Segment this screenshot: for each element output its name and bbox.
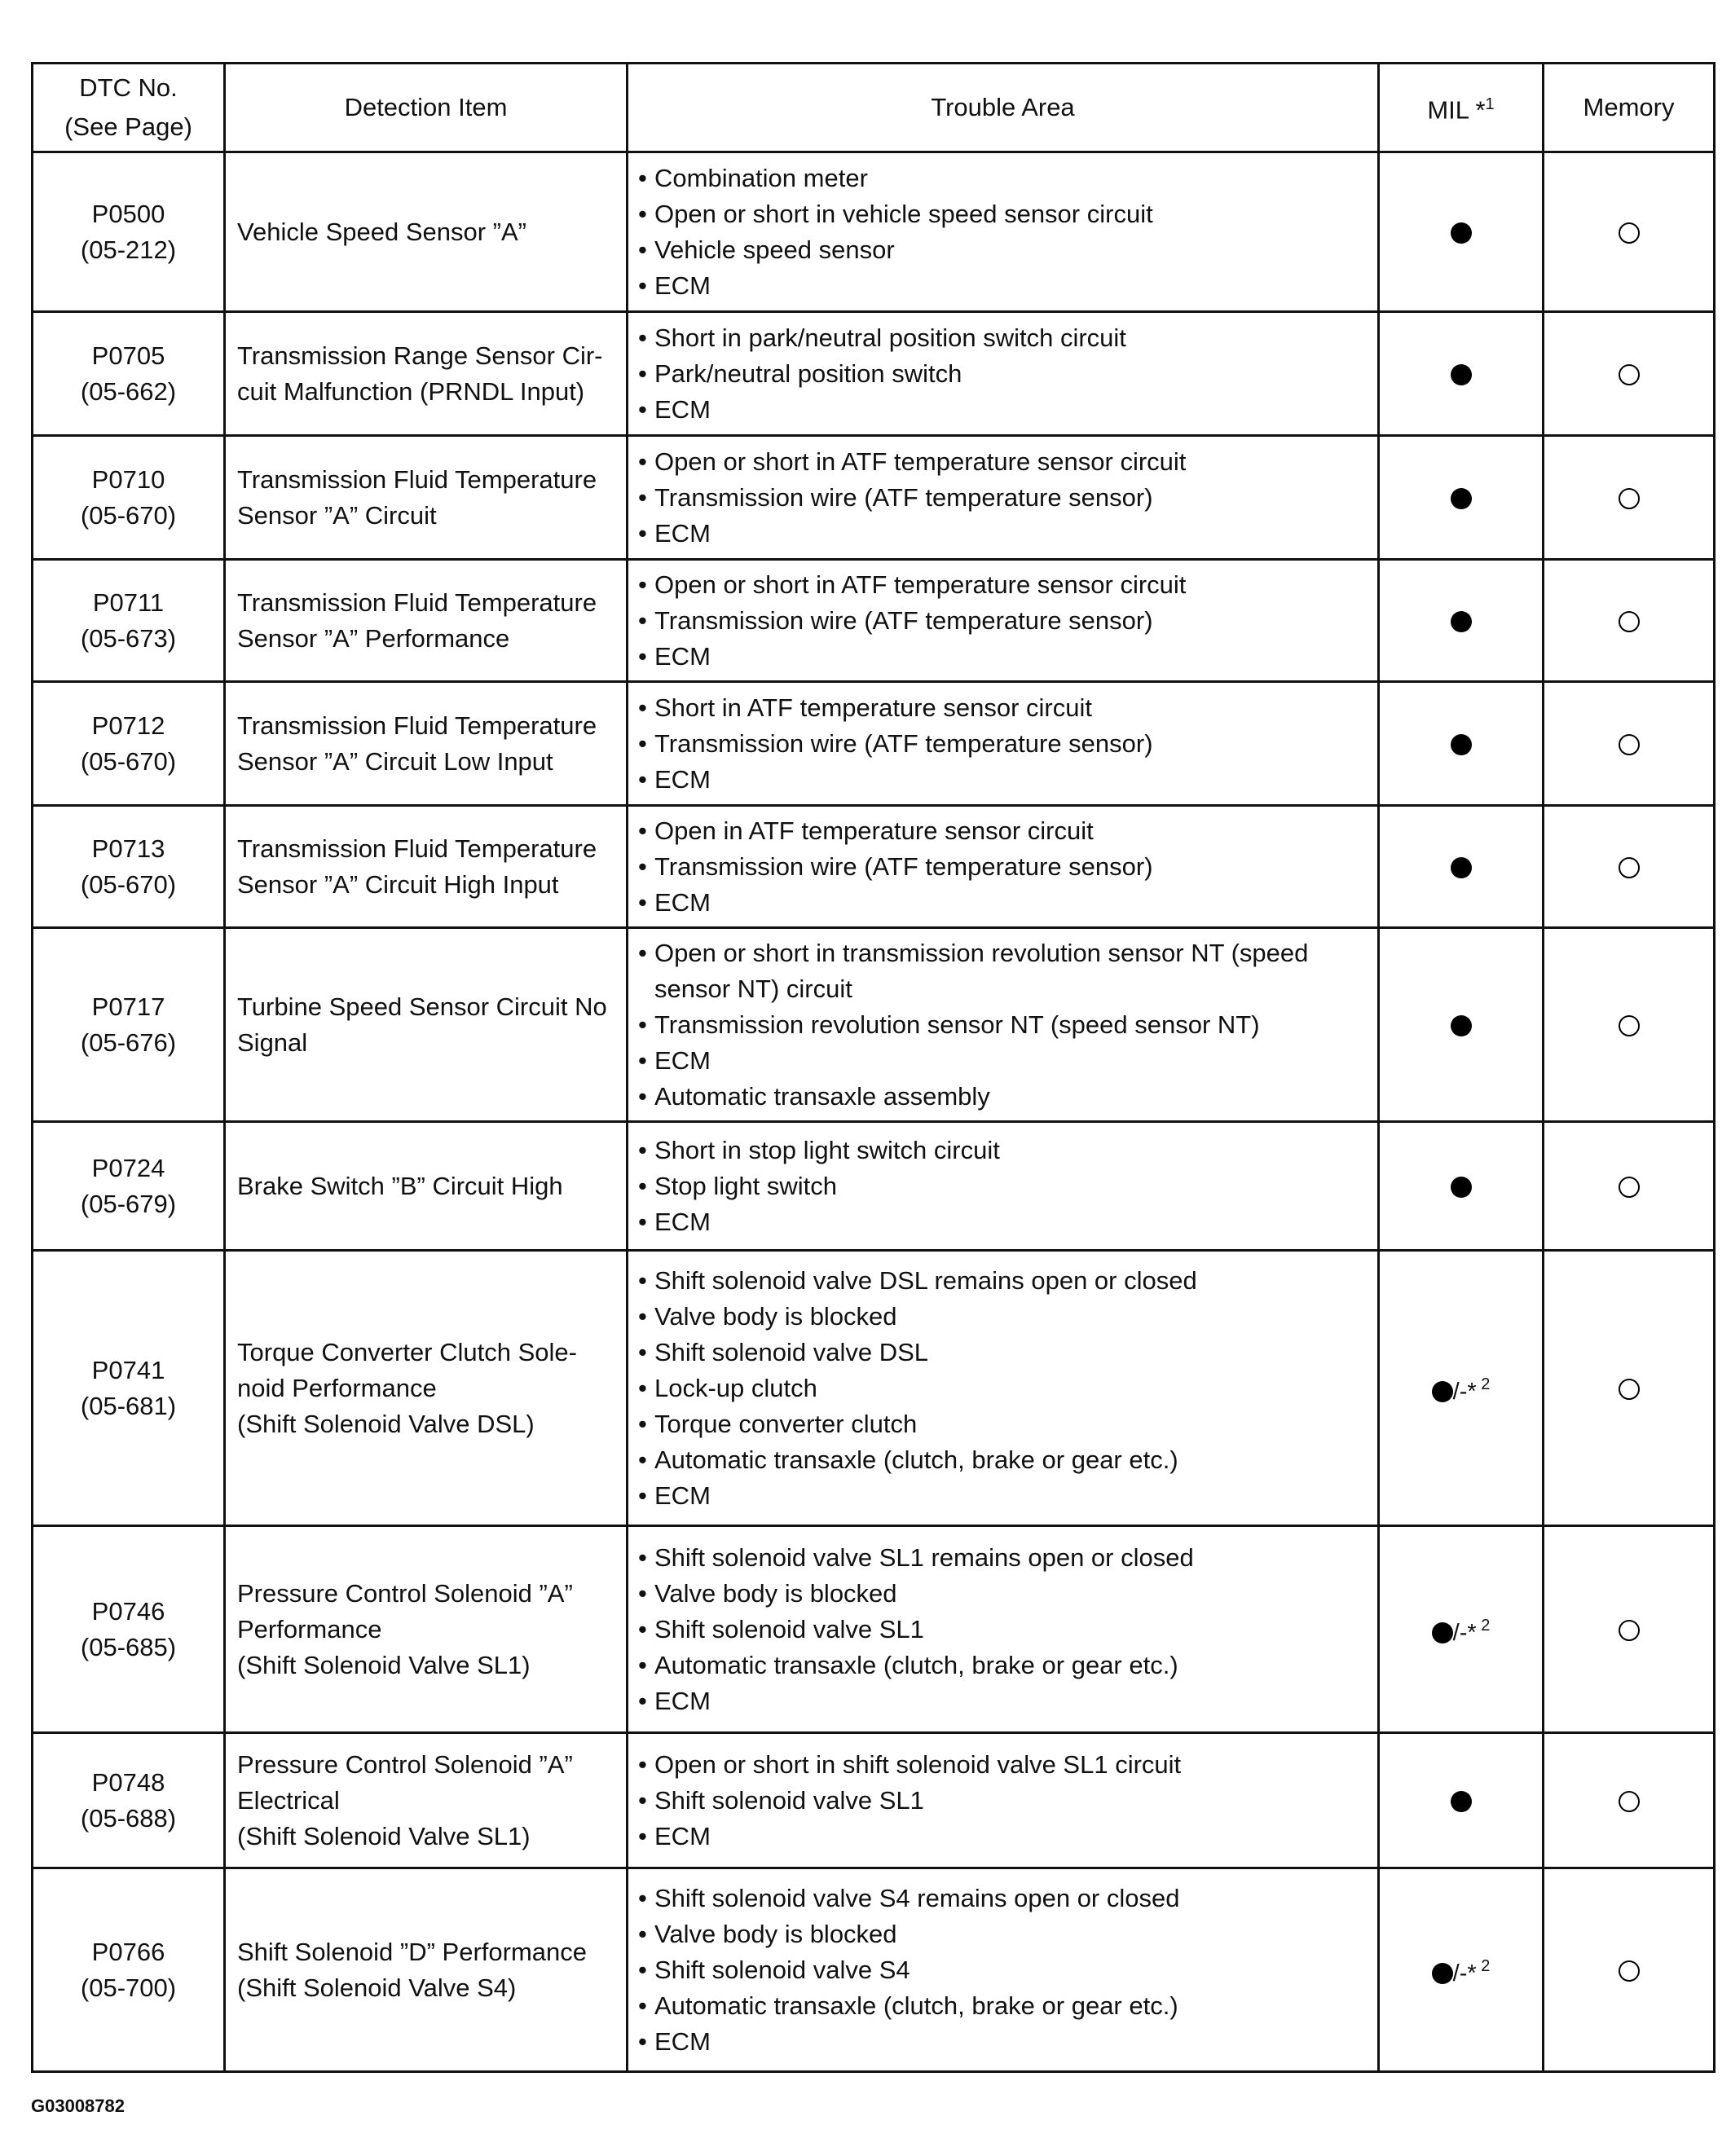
dtc-cell bbox=[33, 682, 225, 806]
dtc-code: P0705 bbox=[91, 341, 165, 370]
mil-cell bbox=[1379, 312, 1544, 436]
trouble-area-list bbox=[638, 690, 1368, 798]
dtc-page-ref: (05-670) bbox=[80, 869, 177, 899]
trouble-area-cell bbox=[628, 1251, 1379, 1526]
mil-on-dot-icon bbox=[1451, 222, 1472, 244]
detection-item-cell bbox=[225, 560, 628, 682]
memory-cell bbox=[1544, 1251, 1715, 1526]
detection-item-line: Sensor ”A” Performance bbox=[237, 623, 510, 653]
trouble-area-item: • ECM bbox=[638, 2024, 1368, 2060]
trouble-area-item: • Short in park/neutral position switch circuit bbox=[638, 320, 1368, 356]
mil-on-dot-icon bbox=[1451, 611, 1472, 632]
trouble-area-cell bbox=[628, 152, 1379, 312]
detection-item-cell bbox=[225, 1733, 628, 1868]
trouble-area-cell bbox=[628, 806, 1379, 928]
dtc-page-ref: (05-676) bbox=[80, 1027, 177, 1057]
header-memory: Memory bbox=[1544, 64, 1715, 152]
mil-cell bbox=[1379, 436, 1544, 560]
dtc-page-ref: (05-670) bbox=[80, 500, 177, 530]
dtc-cell bbox=[33, 1733, 225, 1868]
trouble-area-item: • ECM bbox=[638, 516, 1368, 552]
table-row bbox=[33, 1251, 1715, 1526]
mil-footnote: 2 bbox=[1476, 1956, 1491, 1975]
mil-on-dot-icon bbox=[1432, 1622, 1453, 1643]
detection-item-line: noid Performance bbox=[237, 1373, 437, 1402]
mil-suffix: /-* bbox=[1452, 1620, 1477, 1647]
trouble-area-item: • Transmission revolution sensor NT (speed sensor NT) bbox=[638, 1007, 1368, 1043]
trouble-area-item: • Transmission wire (ATF temperature sensor) bbox=[638, 480, 1368, 516]
trouble-area-item: • Automatic transaxle (clutch, brake or gear etc.) bbox=[638, 1988, 1368, 2024]
trouble-area-item: • ECM bbox=[638, 268, 1368, 304]
trouble-area-item: • Open or short in transmission revolution sensor NT (speed sensor NT) circuit bbox=[638, 935, 1368, 1007]
trouble-area-item: • ECM bbox=[638, 1204, 1368, 1240]
dtc-code: P0748 bbox=[91, 1767, 165, 1797]
memory-open-circle-icon bbox=[1619, 1620, 1640, 1641]
dtc-code: P0717 bbox=[91, 992, 165, 1021]
detection-item-cell bbox=[225, 152, 628, 312]
mil-on-dot-icon bbox=[1432, 1963, 1453, 1984]
detection-item-line: Transmission Fluid Temperature bbox=[237, 711, 597, 740]
detection-item-line: (Shift Solenoid Valve SL1) bbox=[237, 1821, 531, 1850]
trouble-area-item: • ECM bbox=[638, 639, 1368, 675]
trouble-area-item: • Valve body is blocked bbox=[638, 1299, 1368, 1335]
detection-item-cell bbox=[225, 928, 628, 1122]
memory-open-circle-icon bbox=[1619, 1379, 1640, 1400]
mil-footnote: 2 bbox=[1476, 1375, 1491, 1393]
trouble-area-item: • Shift solenoid valve S4 remains open or closed bbox=[638, 1881, 1368, 1916]
trouble-area-list bbox=[638, 161, 1368, 304]
trouble-area-item: • Shift solenoid valve SL1 bbox=[638, 1783, 1368, 1819]
trouble-area-item: • ECM bbox=[638, 1043, 1368, 1079]
memory-cell bbox=[1544, 1526, 1715, 1733]
memory-open-circle-icon bbox=[1619, 488, 1640, 509]
memory-cell bbox=[1544, 1122, 1715, 1251]
dtc-code: P0713 bbox=[91, 834, 165, 863]
dtc-cell bbox=[33, 436, 225, 560]
memory-cell bbox=[1544, 312, 1715, 436]
mil-on-dot-icon bbox=[1451, 734, 1472, 755]
memory-cell bbox=[1544, 682, 1715, 806]
mil-cell bbox=[1379, 560, 1544, 682]
detection-item-cell bbox=[225, 682, 628, 806]
trouble-area-item: • Open or short in vehicle speed sensor circuit bbox=[638, 196, 1368, 232]
detection-item-line: Transmission Fluid Temperature bbox=[237, 834, 597, 863]
detection-item-cell bbox=[225, 1868, 628, 2072]
trouble-area-item: • Automatic transaxle (clutch, brake or gear etc.) bbox=[638, 1648, 1368, 1683]
memory-open-circle-icon bbox=[1619, 611, 1640, 632]
memory-open-circle-icon bbox=[1619, 1177, 1640, 1198]
trouble-area-item: • Open or short in ATF temperature sensor circuit bbox=[638, 567, 1368, 603]
dtc-page-ref: (05-662) bbox=[80, 376, 177, 406]
detection-item-line: Signal bbox=[237, 1027, 308, 1057]
dtc-code: P0500 bbox=[91, 199, 165, 228]
trouble-area-list bbox=[638, 935, 1368, 1115]
detection-item-cell bbox=[225, 1526, 628, 1733]
trouble-area-item: • ECM bbox=[638, 392, 1368, 428]
dtc-page-ref: (05-688) bbox=[80, 1803, 177, 1833]
mil-cell bbox=[1379, 928, 1544, 1122]
trouble-area-list bbox=[638, 1747, 1368, 1855]
trouble-area-cell bbox=[628, 560, 1379, 682]
trouble-area-item: • ECM bbox=[638, 885, 1368, 921]
mil-cell bbox=[1379, 1733, 1544, 1868]
dtc-cell bbox=[33, 928, 225, 1122]
dtc-cell bbox=[33, 1526, 225, 1733]
dtc-cell bbox=[33, 1868, 225, 2072]
detection-item-line: Transmission Range Sensor Cir- bbox=[237, 341, 603, 370]
trouble-area-item: • ECM bbox=[638, 1683, 1368, 1719]
header-row bbox=[33, 64, 1715, 152]
trouble-area-item: • Torque converter clutch bbox=[638, 1406, 1368, 1442]
mil-cell bbox=[1379, 1868, 1544, 2072]
dtc-cell bbox=[33, 560, 225, 682]
memory-cell bbox=[1544, 1868, 1715, 2072]
memory-cell bbox=[1544, 152, 1715, 312]
trouble-area-item: • Open or short in ATF temperature sensor circuit bbox=[638, 444, 1368, 480]
detection-item-line: Shift Solenoid ”D” Performance bbox=[237, 1937, 588, 1966]
trouble-area-list bbox=[638, 320, 1368, 428]
detection-item-line: Torque Converter Clutch Sole- bbox=[237, 1337, 577, 1366]
trouble-area-list bbox=[638, 1881, 1368, 2060]
trouble-area-item: • Transmission wire (ATF temperature sensor) bbox=[638, 603, 1368, 639]
header-trouble-area: Trouble Area bbox=[628, 64, 1379, 152]
memory-open-circle-icon bbox=[1619, 1791, 1640, 1812]
mil-on-dot-icon bbox=[1451, 1177, 1472, 1198]
detection-item-line: Transmission Fluid Temperature bbox=[237, 587, 597, 617]
header-mil-sup: 1 bbox=[1485, 95, 1495, 114]
mil-cell bbox=[1379, 1526, 1544, 1733]
table-row bbox=[33, 928, 1715, 1122]
detection-item-line: Sensor ”A” Circuit High Input bbox=[237, 869, 559, 899]
table-row bbox=[33, 560, 1715, 682]
dtc-cell bbox=[33, 1251, 225, 1526]
mil-on-dot-icon bbox=[1451, 857, 1472, 878]
memory-open-circle-icon bbox=[1619, 1960, 1640, 1982]
trouble-area-item: • Short in stop light switch circuit bbox=[638, 1133, 1368, 1168]
detection-item-line: Pressure Control Solenoid ”A” bbox=[237, 1578, 573, 1608]
trouble-area-item: • ECM bbox=[638, 1478, 1368, 1514]
detection-item-line: (Shift Solenoid Valve S4) bbox=[237, 1973, 517, 2002]
mil-suffix: /-* bbox=[1452, 1960, 1477, 1987]
trouble-area-item: • Open in ATF temperature sensor circuit bbox=[638, 813, 1368, 849]
trouble-area-cell bbox=[628, 1868, 1379, 2072]
trouble-area-cell bbox=[628, 1733, 1379, 1868]
trouble-area-item: • ECM bbox=[638, 1819, 1368, 1855]
trouble-area-item: • Shift solenoid valve S4 bbox=[638, 1952, 1368, 1988]
detection-item-line: Pressure Control Solenoid ”A” bbox=[237, 1749, 573, 1779]
mil-cell bbox=[1379, 1251, 1544, 1526]
dtc-cell bbox=[33, 806, 225, 928]
dtc-cell bbox=[33, 1122, 225, 1251]
table-row bbox=[33, 436, 1715, 560]
mil-on-dot-icon bbox=[1451, 1015, 1472, 1036]
dtc-table bbox=[31, 62, 1716, 2073]
trouble-area-list bbox=[638, 1263, 1368, 1514]
table-row bbox=[33, 152, 1715, 312]
memory-cell bbox=[1544, 436, 1715, 560]
memory-open-circle-icon bbox=[1619, 857, 1640, 878]
detection-item-line: Electrical bbox=[237, 1785, 340, 1815]
detection-item-cell bbox=[225, 1122, 628, 1251]
detection-item-line: (Shift Solenoid Valve SL1) bbox=[237, 1650, 531, 1679]
dtc-page-ref: (05-670) bbox=[80, 746, 177, 776]
header-mil bbox=[1379, 64, 1544, 152]
figure-id: G03008782 bbox=[31, 2096, 125, 2116]
memory-open-circle-icon bbox=[1619, 1015, 1640, 1036]
memory-open-circle-icon bbox=[1619, 222, 1640, 244]
dtc-page-ref: (05-681) bbox=[80, 1391, 177, 1420]
detection-item-cell bbox=[225, 312, 628, 436]
trouble-area-item: • Shift solenoid valve SL1 bbox=[638, 1612, 1368, 1648]
mil-cell bbox=[1379, 152, 1544, 312]
dtc-code: P0711 bbox=[92, 587, 165, 617]
trouble-area-item: • Shift solenoid valve SL1 remains open or closed bbox=[638, 1540, 1368, 1576]
detection-item-line: Turbine Speed Sensor Circuit No bbox=[237, 992, 607, 1021]
table-row bbox=[33, 1733, 1715, 1868]
trouble-area-item: • Transmission wire (ATF temperature sensor) bbox=[638, 849, 1368, 885]
table-body bbox=[33, 152, 1715, 2072]
memory-cell bbox=[1544, 806, 1715, 928]
memory-open-circle-icon bbox=[1619, 364, 1640, 385]
trouble-area-item: • Lock-up clutch bbox=[638, 1371, 1368, 1406]
trouble-area-list bbox=[638, 567, 1368, 675]
memory-open-circle-icon bbox=[1619, 734, 1640, 755]
header-dtc: DTC No. (See Page) bbox=[33, 64, 225, 152]
trouble-area-item: • Vehicle speed sensor bbox=[638, 232, 1368, 268]
table-row bbox=[33, 312, 1715, 436]
dtc-page-ref: (05-700) bbox=[80, 1973, 177, 2002]
dtc-page-ref: (05-679) bbox=[80, 1189, 177, 1218]
dtc-code: P0724 bbox=[91, 1153, 165, 1182]
trouble-area-item: • Combination meter bbox=[638, 161, 1368, 196]
mil-suffix: /-* bbox=[1452, 1379, 1477, 1406]
dtc-page-ref: (05-673) bbox=[80, 623, 177, 653]
dtc-page-ref: (05-685) bbox=[80, 1632, 177, 1661]
trouble-area-list bbox=[638, 444, 1368, 552]
table-row bbox=[33, 1122, 1715, 1251]
trouble-area-item: • Shift solenoid valve DSL remains open or closed bbox=[638, 1263, 1368, 1299]
trouble-area-cell bbox=[628, 312, 1379, 436]
dtc-cell bbox=[33, 312, 225, 436]
table-row bbox=[33, 1868, 1715, 2072]
trouble-area-cell bbox=[628, 1526, 1379, 1733]
trouble-area-cell bbox=[628, 682, 1379, 806]
mil-on-dot-icon bbox=[1451, 1791, 1472, 1812]
trouble-area-item: • ECM bbox=[638, 762, 1368, 798]
mil-cell bbox=[1379, 806, 1544, 928]
trouble-area-list bbox=[638, 1540, 1368, 1719]
mil-cell bbox=[1379, 1122, 1544, 1251]
trouble-area-item: • Open or short in shift solenoid valve SL1 circuit bbox=[638, 1747, 1368, 1783]
trouble-area-item: • Automatic transaxle (clutch, brake or gear etc.) bbox=[638, 1442, 1368, 1478]
detection-item-line: Brake Switch ”B” Circuit High bbox=[237, 1171, 563, 1200]
memory-cell bbox=[1544, 1733, 1715, 1868]
detection-item-cell bbox=[225, 806, 628, 928]
detection-item-cell bbox=[225, 436, 628, 560]
dtc-code: P0746 bbox=[91, 1596, 165, 1626]
trouble-area-cell bbox=[628, 928, 1379, 1122]
dtc-cell bbox=[33, 152, 225, 312]
trouble-area-item: • Transmission wire (ATF temperature sensor) bbox=[638, 726, 1368, 762]
memory-cell bbox=[1544, 560, 1715, 682]
trouble-area-item: • Automatic transaxle assembly bbox=[638, 1079, 1368, 1115]
table-row bbox=[33, 806, 1715, 928]
trouble-area-cell bbox=[628, 436, 1379, 560]
trouble-area-list bbox=[638, 813, 1368, 921]
detection-item-line: Vehicle Speed Sensor ”A” bbox=[237, 217, 526, 246]
header-detection-item: Detection Item bbox=[225, 64, 628, 152]
table-row bbox=[33, 1526, 1715, 1733]
mil-on-dot-icon bbox=[1451, 488, 1472, 509]
table-row bbox=[33, 682, 1715, 806]
dtc-code: P0766 bbox=[91, 1937, 165, 1966]
detection-item-line: Performance bbox=[237, 1614, 382, 1643]
mil-footnote: 2 bbox=[1476, 1616, 1491, 1635]
mil-on-dot-icon bbox=[1451, 364, 1472, 385]
trouble-area-item: • Park/neutral position switch bbox=[638, 356, 1368, 392]
detection-item-line: Sensor ”A” Circuit bbox=[237, 500, 437, 530]
memory-cell bbox=[1544, 928, 1715, 1122]
mil-on-dot-icon bbox=[1432, 1381, 1453, 1402]
dtc-page-ref: (05-212) bbox=[80, 235, 177, 264]
detection-item-line: Sensor ”A” Circuit Low Input bbox=[237, 746, 553, 776]
detection-item-line: (Shift Solenoid Valve DSL) bbox=[237, 1409, 535, 1438]
detection-item-line: cuit Malfunction (PRNDL Input) bbox=[237, 376, 585, 406]
detection-item-cell bbox=[225, 1251, 628, 1526]
trouble-area-item: • Valve body is blocked bbox=[638, 1576, 1368, 1612]
header-mil-label: MIL * bbox=[1427, 95, 1486, 125]
dtc-code: P0712 bbox=[91, 711, 165, 740]
trouble-area-item: • Shift solenoid valve DSL bbox=[638, 1335, 1368, 1371]
dtc-code: P0710 bbox=[91, 464, 165, 494]
trouble-area-list bbox=[638, 1133, 1368, 1240]
mil-cell bbox=[1379, 682, 1544, 806]
detection-item-line: Transmission Fluid Temperature bbox=[237, 464, 597, 494]
trouble-area-item: • Valve body is blocked bbox=[638, 1916, 1368, 1952]
trouble-area-item: • Short in ATF temperature sensor circuit bbox=[638, 690, 1368, 726]
trouble-area-item: • Stop light switch bbox=[638, 1168, 1368, 1204]
dtc-code: P0741 bbox=[91, 1355, 165, 1384]
trouble-area-cell bbox=[628, 1122, 1379, 1251]
